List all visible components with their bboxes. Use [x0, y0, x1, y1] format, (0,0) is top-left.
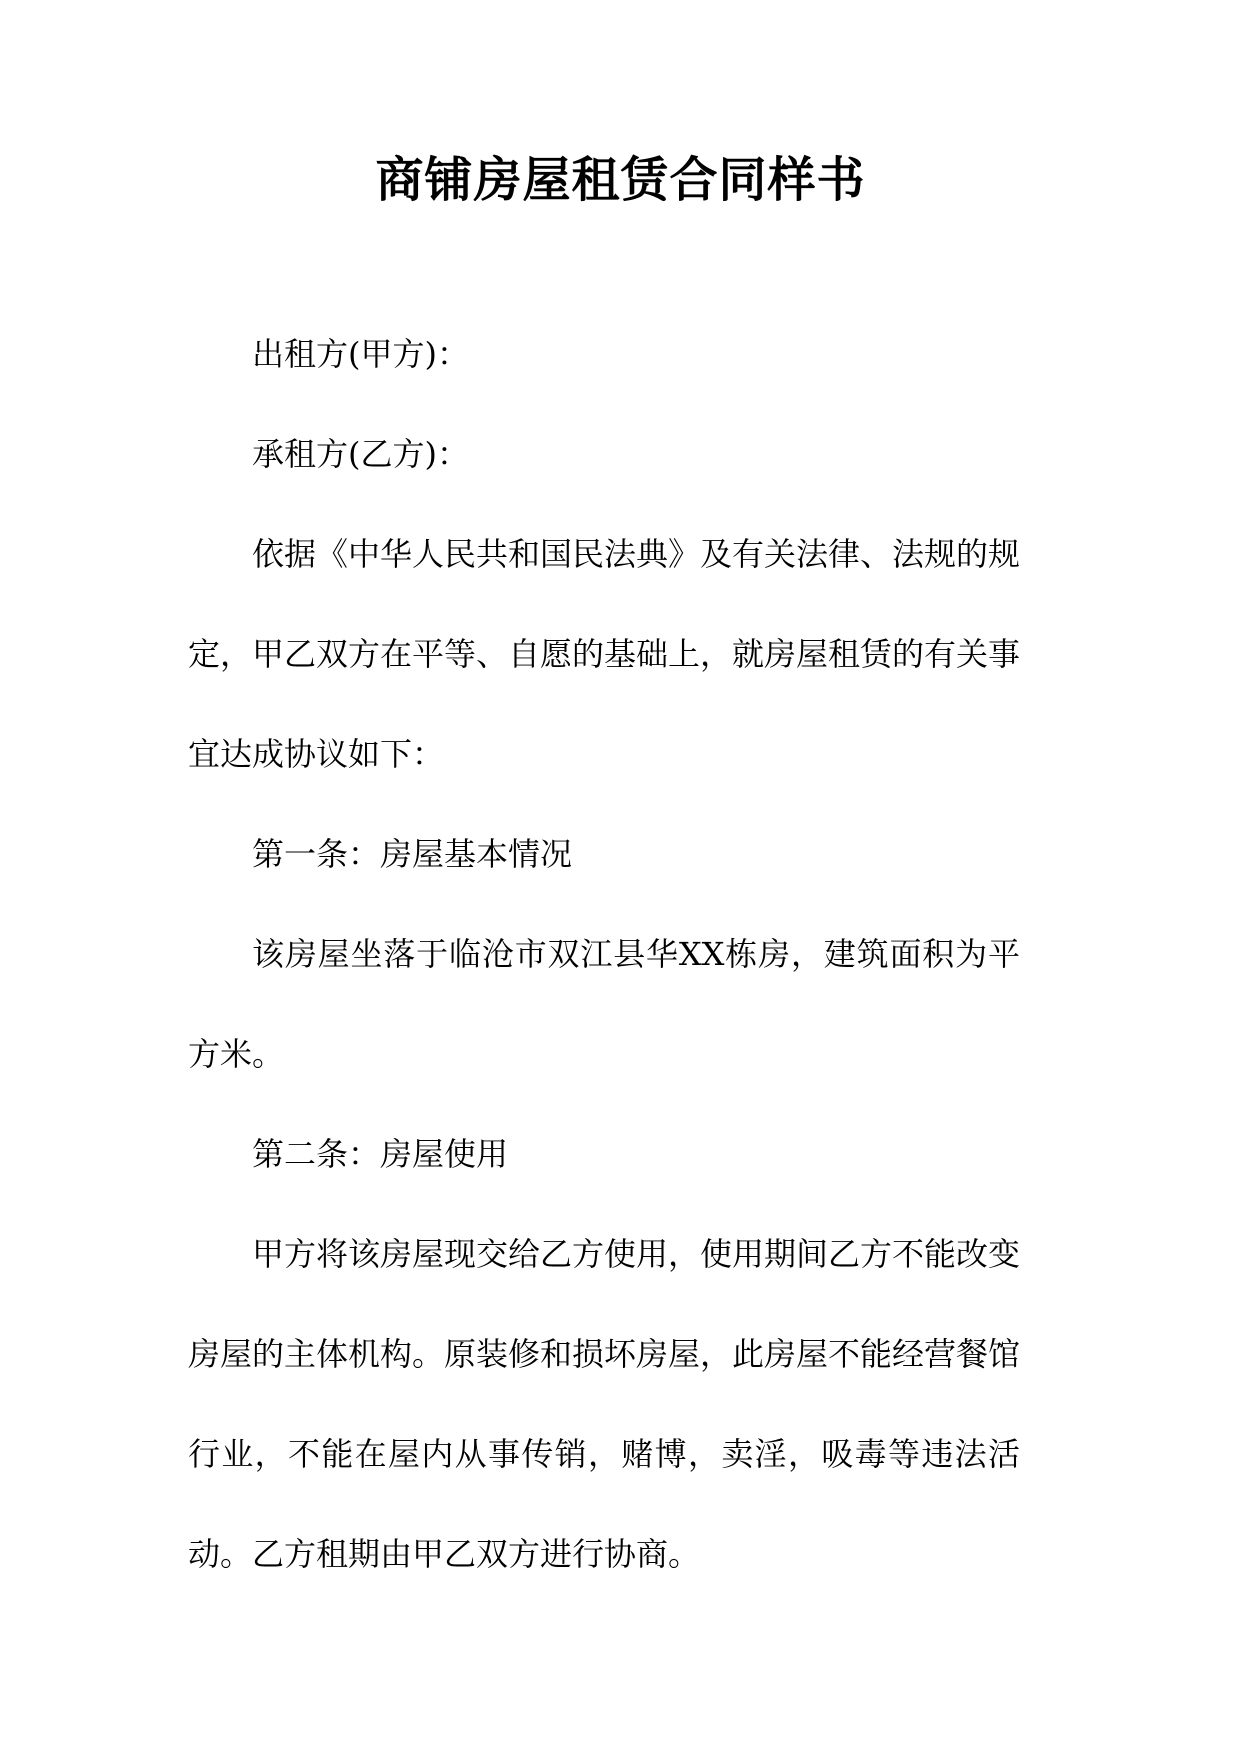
article-2-heading: 第二条：房屋使用	[252, 1135, 509, 1173]
lessee-line: 承租方(乙方)：	[252, 435, 469, 473]
preamble-paragraph: 依据《中华人民共和国民法典》及有关法律、法规的规定，甲乙双方在平等、自愿的基础上，就房屋租赁的有关事宜达成协议如下：	[188, 535, 1021, 773]
article-2-text: 甲方将该房屋现交给乙方使用，使用期间乙方不能改变房屋的主体机构。原装修和损坏房屋，此房屋不能经营餐馆行业，不能在屋内从事传销，赌博，卖淫，吸毒等违法活动。乙方租期由甲乙双方进行协商。	[188, 1235, 1021, 1573]
article-1-text: 该房屋坐落于临沧市双江县华XX栋房，建筑面积为平方米。	[188, 935, 1020, 1073]
document-body	[188, 304, 1020, 1604]
lessor-line: 出租方(甲方)：	[252, 335, 469, 373]
article-1-heading: 第一条：房屋基本情况	[252, 835, 573, 873]
document-title: 商铺房屋租赁合同样书	[375, 152, 866, 208]
